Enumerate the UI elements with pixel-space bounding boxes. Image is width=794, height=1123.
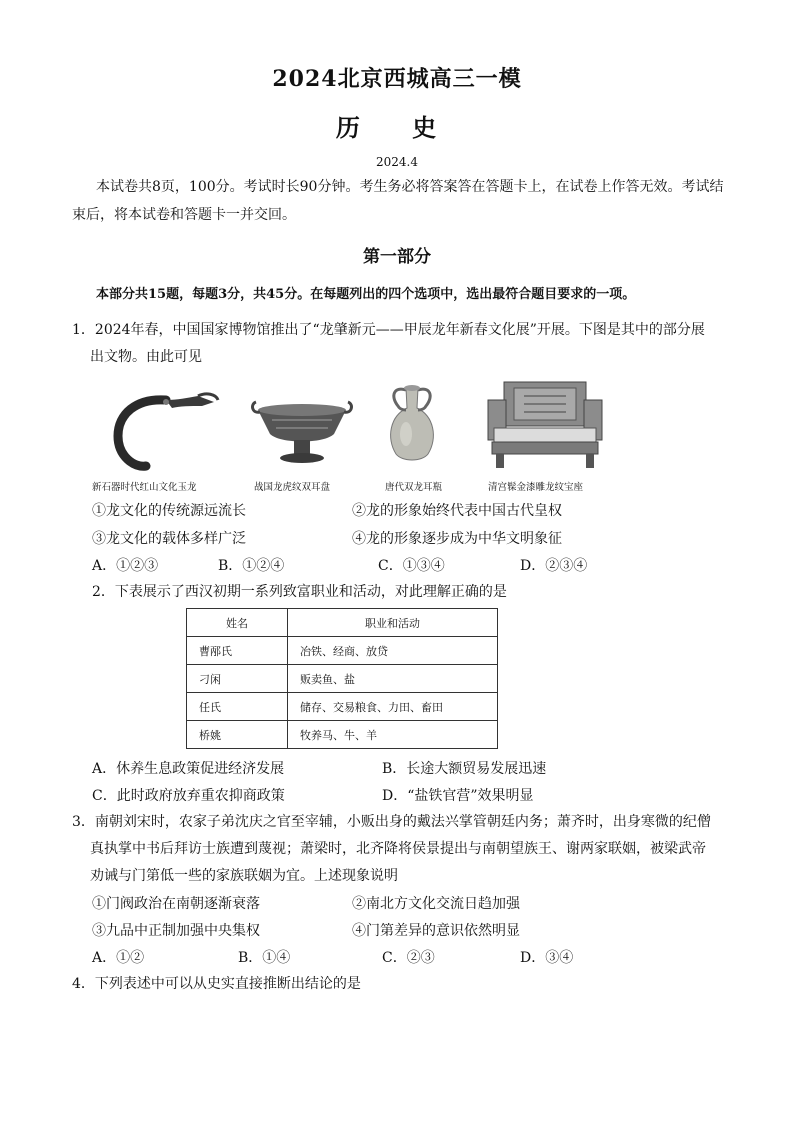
q2-option-c[interactable]: C．此时政府放弃重农抑商政策 xyxy=(92,788,285,804)
q2-table-cell: 储存、交易粮食、力田、畜田 xyxy=(288,693,498,721)
q3-statement-4: ④门第差异的意识依然明显 xyxy=(352,923,520,939)
exam-date: 2024.4 xyxy=(376,155,418,169)
q1-option-d[interactable]: D．②③④ xyxy=(520,558,588,574)
q2-option-a[interactable]: A．休养生息政策促进经济发展 xyxy=(92,761,285,777)
intro-line-2: 束后，将本试卷和答题卡一并交回。 xyxy=(72,207,296,223)
q3-stem-line-2: 真执掌中书后拜访士族遭到蔑视；萧梁时，北齐降将侯景提出与南朝望族王、谢两家联姻，被梁武帝 xyxy=(90,841,706,857)
q3-statement-2: ②南北方文化交流日趋加强 xyxy=(352,896,520,912)
q1-stem-line-1: 1．2024年春，中国国家博物馆推出了“龙肇新元——甲辰龙年新春文化展”开展。下图是其中的部分展 xyxy=(72,322,705,338)
q2-table-cell: 冶铁、经商、放贷 xyxy=(288,637,498,665)
table-row xyxy=(187,637,498,665)
subject-title: 历 史 xyxy=(335,113,459,142)
q2-table xyxy=(186,608,498,749)
q1-statement-1: ①龙文化的传统源远流长 xyxy=(92,503,246,519)
q4-stem: 4．下列表述中可以从史实直接推断出结论的是 xyxy=(72,976,361,992)
caption-bronze-plate: 战国龙虎纹双耳盘 xyxy=(254,482,331,493)
q1-option-c[interactable]: C．①③④ xyxy=(378,558,445,574)
q3-option-c[interactable]: C．②③ xyxy=(382,950,435,966)
caption-dragon-vase: 唐代双龙耳瓶 xyxy=(385,482,443,493)
q1-option-b[interactable]: B．①②④ xyxy=(218,558,285,574)
caption-throne: 清宫髹金漆雕龙纹宝座 xyxy=(488,482,584,493)
q1-statement-2: ②龙的形象始终代表中国古代皇权 xyxy=(352,503,562,519)
dragon-vase-image xyxy=(382,380,442,470)
q2-option-b[interactable]: B．长途大额贸易发展迅速 xyxy=(382,761,547,777)
table-row xyxy=(187,693,498,721)
bronze-plate-image xyxy=(250,392,354,466)
q1-option-a[interactable]: A．①②③ xyxy=(92,558,159,574)
jade-dragon-image xyxy=(106,384,224,474)
q2-stem: 2．下表展示了西汉初期一系列致富职业和活动，对此理解正确的是 xyxy=(92,584,507,600)
q2-table-cell: 桥姚 xyxy=(187,721,288,749)
q2-table-cell: 任氏 xyxy=(187,693,288,721)
q3-statement-1: ①门阀政治在南朝逐渐衰落 xyxy=(92,896,260,912)
q2-option-d[interactable]: D．“盐铁官营”效果明显 xyxy=(382,788,534,804)
q3-statement-3: ③九品中正制加强中央集权 xyxy=(92,923,260,939)
table-row xyxy=(187,665,498,693)
q1-statement-3: ③龙文化的载体多样广泛 xyxy=(92,531,246,547)
q2-table-cell: 刁闲 xyxy=(187,665,288,693)
q3-stem-line-3: 劝诫与门第低一些的家族联姻为宜。上述现象说明 xyxy=(90,868,398,884)
q1-stem-line-2: 出文物。由此可见 xyxy=(90,349,202,365)
q2-table-header-row xyxy=(187,609,498,637)
throne-image xyxy=(484,376,606,472)
exam-title: 2024北京西城高三一模 xyxy=(272,66,522,92)
section-instruction: 本部分共15题，每题3分，共45分。在每题列出的四个选项中，选出最符合题目要求的一项。 xyxy=(96,287,636,302)
q2-table-cell: 牧养马、牛、羊 xyxy=(288,721,498,749)
q2-table-header-activity: 职业和活动 xyxy=(288,609,498,637)
q3-option-a[interactable]: A．①② xyxy=(92,950,145,966)
intro-line-1: 本试卷共8页，100分。考试时长90分钟。考生务必将答案答在答题卡上，在试卷上作答无效。考试结 xyxy=(96,179,724,195)
table-row xyxy=(187,721,498,749)
q3-option-d[interactable]: D．③④ xyxy=(520,950,574,966)
q2-table-cell: 曹邴氏 xyxy=(187,637,288,665)
q1-statement-4: ④龙的形象逐步成为中华文明象征 xyxy=(352,531,562,547)
section-title: 第一部分 xyxy=(363,247,431,267)
q3-stem-line-1: 3．南朝刘宋时，农家子弟沈庆之官至宰辅，小贩出身的戴法兴掌管朝廷内务；萧齐时，出身寒微的纪僧 xyxy=(72,814,711,830)
caption-jade-dragon: 新石器时代红山文化玉龙 xyxy=(92,482,197,493)
q2-table-cell: 贩卖鱼、盐 xyxy=(288,665,498,693)
q3-option-b[interactable]: B．①④ xyxy=(238,950,291,966)
q2-table-header-name: 姓名 xyxy=(187,609,288,637)
